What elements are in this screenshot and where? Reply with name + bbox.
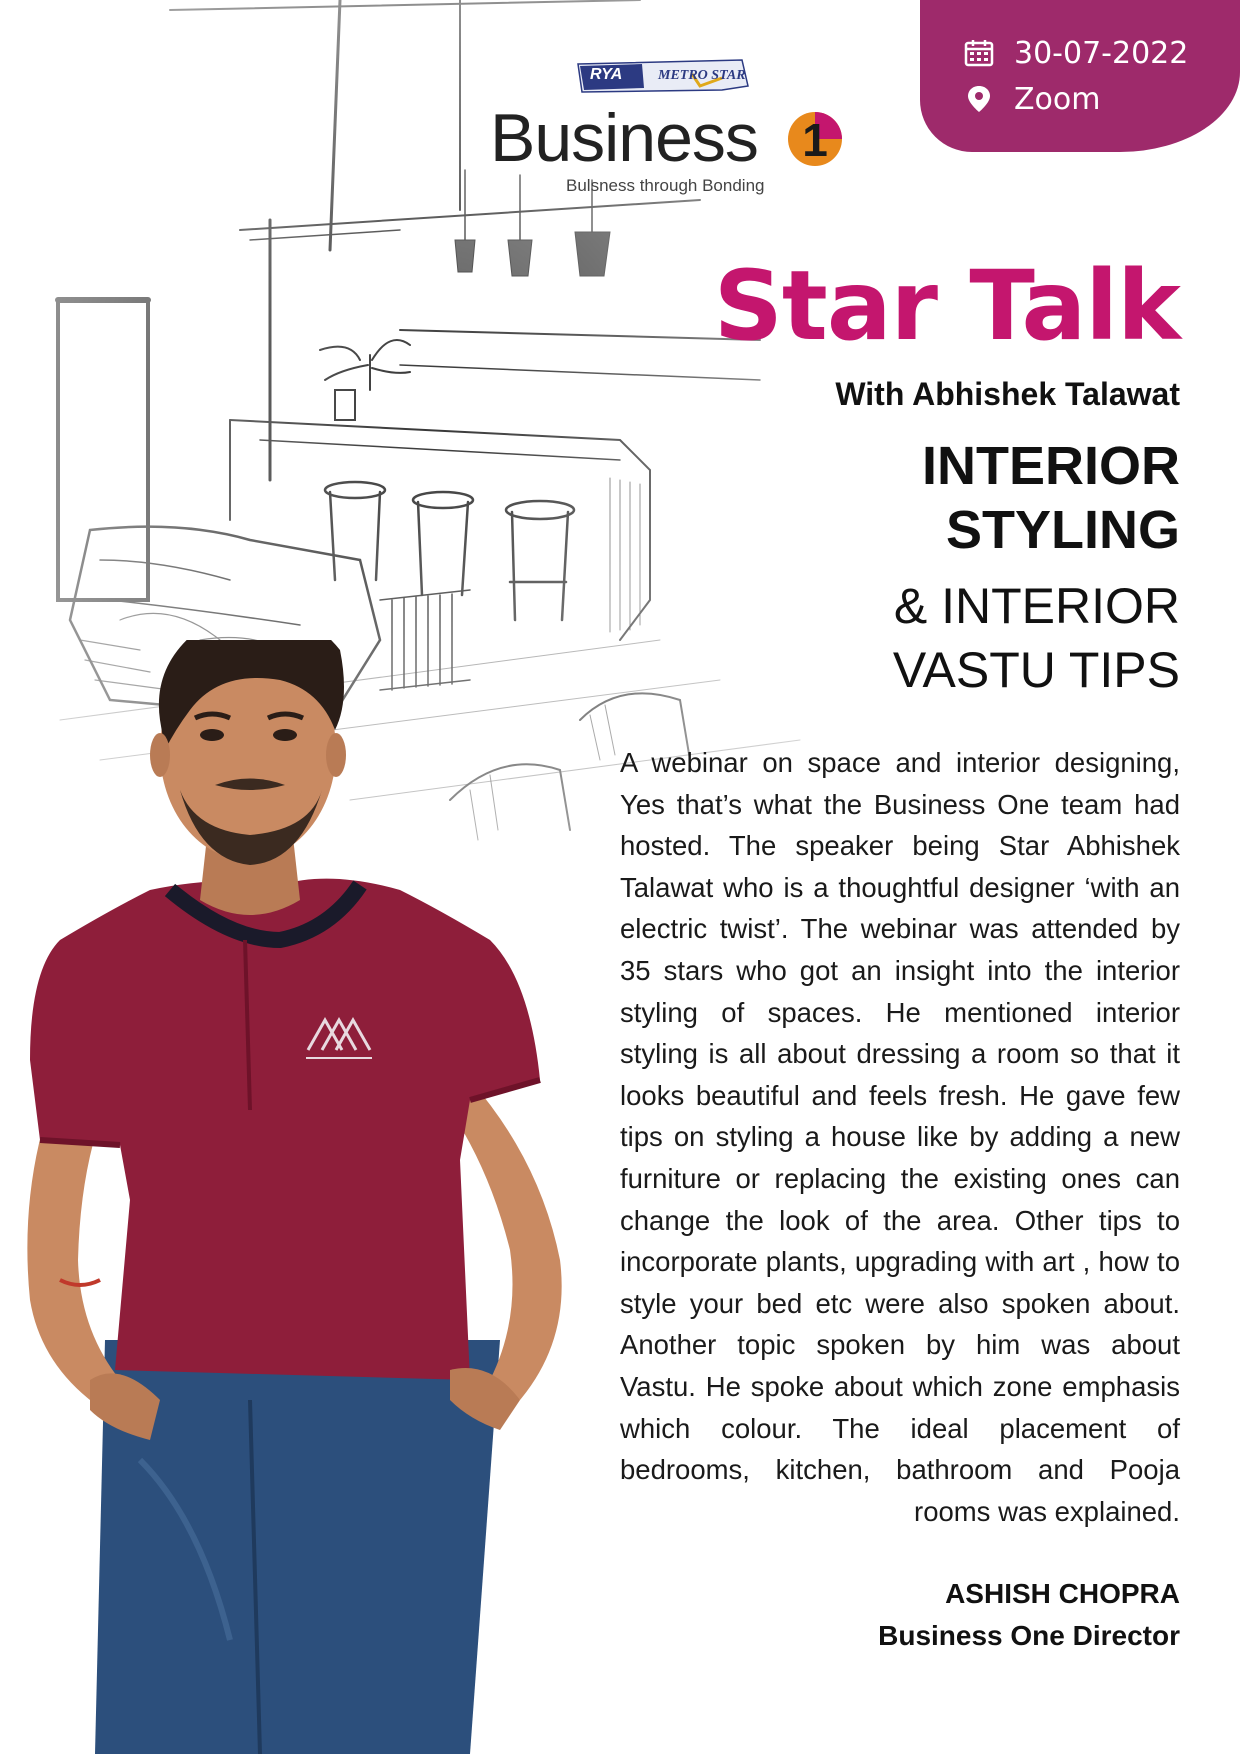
signature-title: Business One Director: [878, 1620, 1180, 1651]
headline-title: Star Talk: [713, 250, 1180, 362]
event-location-text: Zoom: [1014, 81, 1101, 117]
brand-wordmark: Business: [490, 100, 758, 176]
event-date-text: 30-07-2022: [1014, 35, 1189, 71]
topic-line-3: & INTERIOR: [893, 578, 1180, 634]
signature-name: ASHISH CHOPRA: [945, 1578, 1180, 1609]
business-one-logo: [490, 46, 860, 206]
brand-one-mark: [786, 110, 844, 168]
event-location: [964, 76, 1240, 122]
topic-heading-regular: [893, 574, 1180, 702]
metro-star-label: METRO STAR: [658, 68, 746, 83]
rya-metro-star-badge: [572, 56, 752, 96]
topic-line-2: STYLING: [945, 500, 1180, 560]
event-info-badge: [920, 0, 1240, 152]
article-body: A webinar on space and interior designing, Yes that’s what the Business One team had hosted. The speaker being Star Abhishek Talawat who is a thoughtful designer ‘with an electric twist’. The webinar was attended by 35 stars who got an insight into the interior styling of spaces. He mentioned interior styling is all about dressing a room so that it looks beautiful and feels fresh. He gave few tips on styling a house like by adding a new furniture or replacing the existing ones can change the look of the area. Other tips to incorporate plants, upgrading with art , how to style your bed etc were also spoken about. Another topic spoken by him was about Vastu. He spoke about which zone emphasis which colour. The ideal placement of bedrooms, kitchen, bathroom and Pooja rooms was explained.: [620, 747, 1180, 1527]
brand-number: 1: [802, 114, 828, 166]
speaker-line: With Abhishek Talawat: [835, 376, 1180, 412]
speaker-photo: [0, 640, 640, 1754]
brand-tagline: Bulsness through Bonding: [566, 176, 765, 195]
topic-line-1: INTERIOR: [921, 436, 1180, 496]
calendar-icon: [964, 38, 994, 68]
map-pin-icon: [964, 84, 994, 114]
rya-label: RYA: [590, 66, 623, 83]
topic-line-4: VASTU TIPS: [892, 642, 1180, 698]
topic-heading-bold: [922, 434, 1180, 562]
event-date: [964, 30, 1240, 76]
